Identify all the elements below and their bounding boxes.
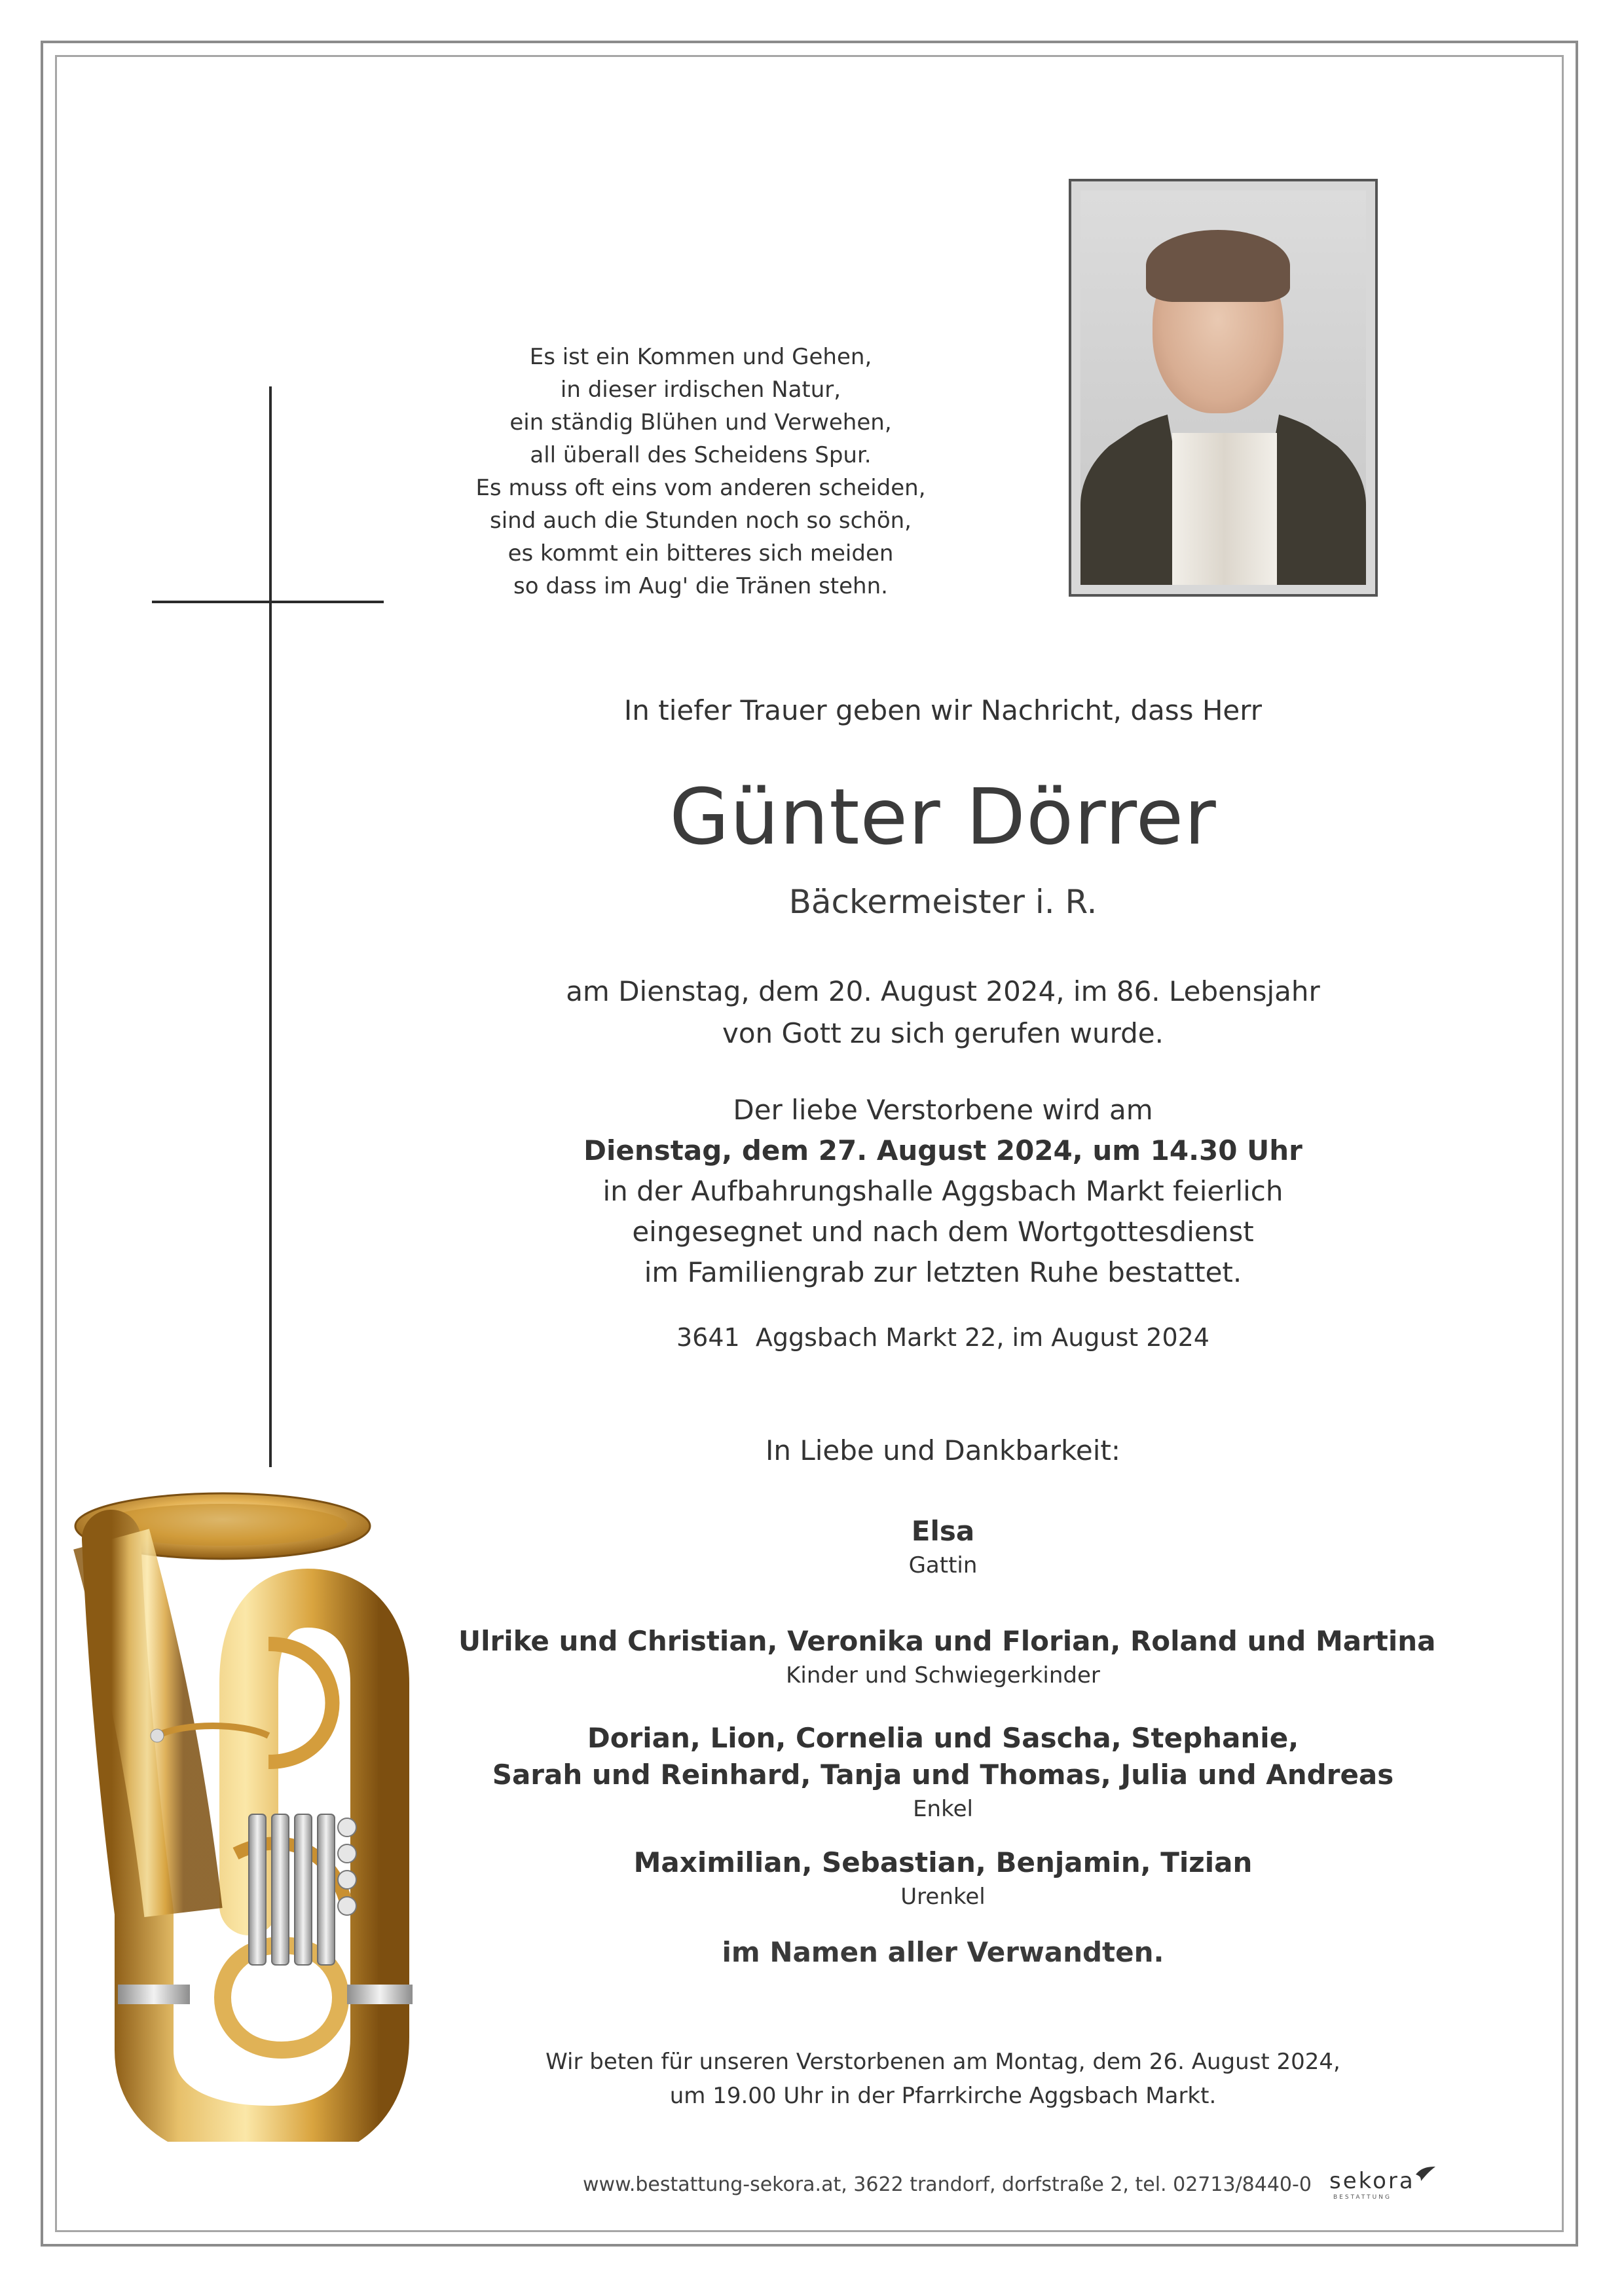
family-relation: Gattin <box>908 1552 978 1578</box>
prayer-line: Wir beten für unseren Verstorbenen am Montag, dem 26. August 2024, <box>545 2049 1340 2075</box>
poem-line: ein ständig Blühen und Verwehen, <box>509 409 892 436</box>
family-names: Sarah und Reinhard, Tanja und Thomas, Julia und Andreas <box>492 1759 1394 1791</box>
deceased-title: Bäckermeister i. R. <box>788 883 1098 921</box>
announcement: In tiefer Trauer geben wir Nachricht, dass Herr <box>623 694 1263 726</box>
family-names: Dorian, Lion, Cornelia und Sascha, Stephanie, <box>587 1722 1299 1754</box>
poem <box>452 341 950 603</box>
family-group <box>458 1844 1428 1912</box>
death-notice <box>458 971 1428 1054</box>
deceased-name: Günter Dörrer <box>669 772 1217 862</box>
portrait-photo <box>1069 179 1378 597</box>
family-names: Elsa <box>911 1515 975 1547</box>
tuba-icon <box>72 1487 524 2142</box>
funeral-info <box>458 1090 1428 1293</box>
funeral-line: eingesegnet und nach dem Wortgottesdienst <box>632 1216 1254 1248</box>
family-group <box>458 1513 1428 1581</box>
footer-contact: www.bestattung-sekora.at, 3622 trandorf, dorfstraße 2, tel. 02713/8440-0 <box>583 2173 1312 2196</box>
funeral-line: in der Aufbahrungshalle Aggsbach Markt feierlich <box>602 1175 1283 1207</box>
poem-line: all überall des Scheidens Spur. <box>530 442 872 468</box>
death-notice-line: von Gott zu sich gerufen wurde. <box>722 1017 1164 1049</box>
family-relation: Kinder und Schwiegerkinder <box>786 1662 1100 1689</box>
funeral-date-time: Dienstag, dem 27. August 2024, um 14.30 Uhr <box>583 1134 1302 1166</box>
poem-line: sind auch die Stunden noch so schön, <box>490 508 912 534</box>
prayer-line: um 19.00 Uhr in der Pfarrkirche Aggsbach Markt. <box>669 2083 1217 2109</box>
funeral-line: im Familiengrab zur letzten Ruhe bestattet. <box>644 1256 1242 1288</box>
sekora-logo <box>1329 2168 1434 2205</box>
logo-sub: BESTATTUNG <box>1333 2194 1392 2201</box>
poem-line: Es ist ein Kommen und Gehen, <box>529 344 872 370</box>
family-group <box>458 1623 1436 1691</box>
poem-line: es kommt ein bitteres sich meiden <box>507 540 894 567</box>
family-relation: Urenkel <box>900 1884 986 1910</box>
family-names: Ulrike und Christian, Veronika und Florian, Roland und Martina <box>458 1625 1436 1657</box>
family-group <box>458 1720 1428 1825</box>
poem-line: Es muss oft eins vom anderen scheiden, <box>475 475 926 501</box>
family-names: Maximilian, Sebastian, Benjamin, Tizian <box>633 1846 1253 1878</box>
family-relation: Enkel <box>913 1796 973 1822</box>
cross-icon-horizontal <box>152 601 384 603</box>
cross-icon-vertical <box>269 386 272 1467</box>
prayer-notice <box>458 2045 1428 2113</box>
portrait-image <box>1080 191 1366 585</box>
poem-line: in dieser irdischen Natur, <box>560 377 841 403</box>
poem-line: so dass im Aug' die Tränen stehn. <box>513 573 888 599</box>
death-notice-line: am Dienstag, dem 20. August 2024, im 86. Lebensjahr <box>566 975 1320 1007</box>
logo-name: sekora <box>1329 2168 1415 2194</box>
funeral-line: Der liebe Verstorbene wird am <box>733 1094 1153 1126</box>
all-relatives: im Namen aller Verwandten. <box>722 1936 1164 1968</box>
place-date: 3641 Aggsbach Markt 22, im August 2024 <box>676 1323 1209 1352</box>
bird-icon <box>1414 2165 1437 2182</box>
thanks-heading: In Liebe und Dankbarkeit: <box>765 1434 1120 1466</box>
